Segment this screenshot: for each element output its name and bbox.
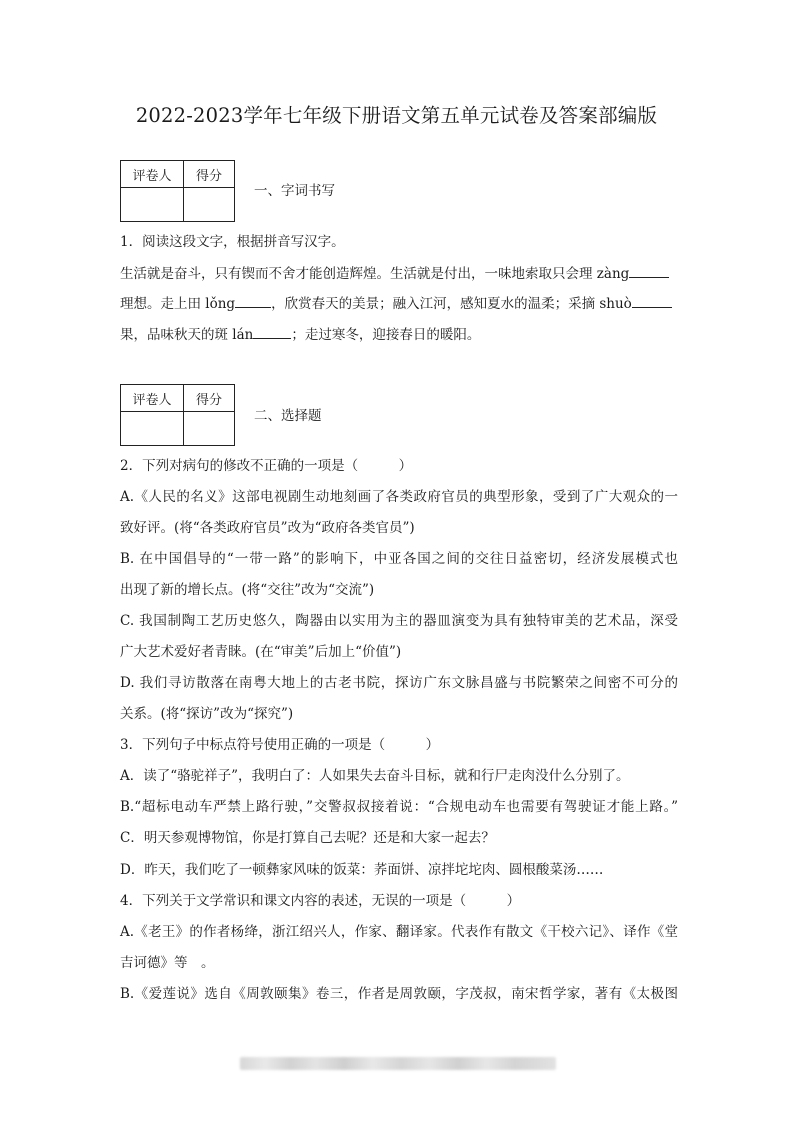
- question-3-option-d: D．昨天，我们吃了一顿彝家风味的饭菜：荞面饼、凉拌坨坨肉、圆根酸菜汤……: [120, 862, 604, 878]
- score-cell[interactable]: [184, 188, 235, 222]
- question-3-option-a: A．读了“骆驼祥子”，我明白了：人如果失去奋斗目标，就和行尸走肉没什么分别了。: [120, 768, 630, 784]
- score-box-section-1: [120, 160, 235, 222]
- score-label: 得分: [184, 385, 235, 412]
- question-1-text-line-1: [120, 263, 678, 284]
- question-2-option-d-cont: 关系。(将“探访”改为“探究”): [120, 706, 294, 722]
- score-box-section-2: [120, 384, 235, 446]
- answer-blank-long[interactable]: [235, 293, 271, 308]
- score-cell[interactable]: [184, 412, 235, 446]
- question-2-stem: 2．下列对病句的修改不正确的一项是（ ）: [120, 458, 413, 474]
- grader-cell[interactable]: [121, 412, 184, 446]
- grader-cell[interactable]: [121, 188, 184, 222]
- question-1-segment: 理想。走上田 lǒng: [120, 296, 236, 312]
- answer-blank-lan[interactable]: [253, 324, 291, 339]
- grader-label: 评卷人: [121, 161, 184, 188]
- question-1-segment: ；走过寒冬，迎接春日的暖阳。: [291, 327, 481, 343]
- section-1-heading: 一、字词书写: [254, 183, 335, 199]
- question-1-segment: 生活就是奋斗，只有锲而不舍才能创造辉煌。生活就是付出，一味地索取只会理 zàng: [120, 266, 630, 282]
- question-2-option-c-cont: 广大艺术爱好者青睐。(在“审美”后加上“价值”): [120, 644, 402, 660]
- question-3-option-c: C．明天参观博物馆，你是打算自己去呢？还是和大家一起去？: [120, 830, 495, 846]
- question-1-text-line-2: [120, 293, 678, 314]
- page-title: 2022-2023学年七年级下册语文第五单元试卷及答案部编版: [135, 104, 658, 127]
- question-1-segment: ，欣赏春天的美景；融入江河，感知夏水的温柔；采摘 shuò: [271, 296, 632, 312]
- answer-blank-shuo[interactable]: [632, 293, 672, 308]
- question-4-option-a-cont: 吉诃德》等 。: [120, 955, 215, 971]
- question-2-option-c: C. 我国制陶工艺历史悠久，陶器由以实用为主的器皿演变为具有独特审美的艺术品，深受: [120, 613, 678, 629]
- grader-label: 评卷人: [121, 385, 184, 412]
- question-2-option-a-cont: 致好评。(将“各类政府官员”改为“政府各类官员”): [120, 520, 415, 536]
- answer-blank-zang[interactable]: [629, 263, 669, 278]
- question-2-option-b-cont: 出现了新的增长点。(将“交往”改为“交流”): [120, 582, 375, 598]
- question-2-option-a: A.《人民的名义》这部电视剧生动地刻画了各类政府官员的典型形象，受到了广大观众的一: [120, 489, 678, 505]
- question-3-stem: 3．下列句子中标点符号使用正确的一项是（ ）: [120, 737, 440, 753]
- question-2-option-d: D. 我们寻访散落在南粤大地上的古老书院，探访广东文脉昌盛与书院繁荣之间密不可分的: [120, 675, 678, 691]
- score-label: 得分: [184, 161, 235, 188]
- question-4-stem: 4．下列关于文学常识和课文内容的表述，无误的一项是（ ）: [120, 893, 521, 909]
- section-2-heading: 二、选择题: [254, 408, 322, 424]
- question-3-option-b: B.“超标电动车严禁上路行驶，”交警叔叔接着说：“合规电动车也需要有驾驶证才能上路。”: [120, 799, 678, 815]
- question-1-stem: 1．阅读这段文字，根据拼音写汉字。: [120, 234, 345, 250]
- question-2-option-b: B. 在中国倡导的“一带一路”的影响下，中亚各国之间的交往日益密切，经济发展模式也: [120, 551, 678, 567]
- question-1-segment: 果，品味秋天的斑 lán: [120, 327, 254, 343]
- blurred-footer-watermark: [240, 1057, 556, 1070]
- question-4-option-a: A.《老王》的作者杨绛，浙江绍兴人，作家、翻译家。代表作有散文《干校六记》、译作《堂: [120, 924, 678, 940]
- question-1-text-line-3: [120, 324, 678, 345]
- question-4-option-b: B.《爱莲说》选自《周敦颐集》卷三，作者是周敦颐，字茂叔，南宋哲学家，著有《太极图: [120, 986, 678, 1002]
